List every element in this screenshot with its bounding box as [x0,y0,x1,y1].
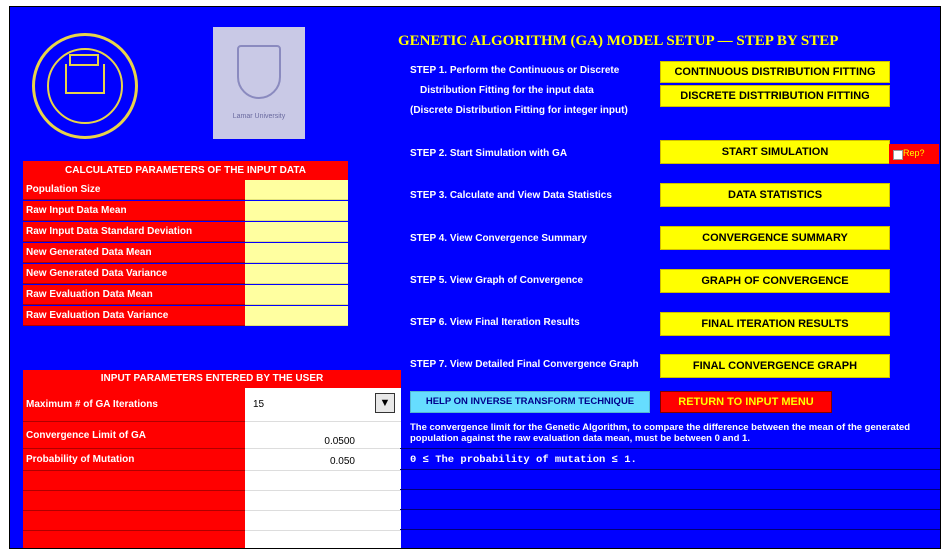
calc-param-row [23,243,348,263]
divider [400,448,941,449]
calculated-params-title: CALCULATED PARAMETERS OF THE INPUT DATA [23,161,348,180]
step3-text: STEP 3. Calculate and View Data Statistics [410,190,612,201]
mutation-input[interactable] [245,449,401,471]
calc-param-value [245,201,348,221]
start-simulation-button[interactable]: START SIMULATION [660,140,890,164]
main-window [9,6,941,549]
calc-param-row [23,306,348,326]
convergence-note: The convergence limit for the Genetic Algorithm, to compare the difference between the mean of the generated population against the raw evaluation data mean, must be between 0 and 1. [410,422,911,444]
discrete-fitting-button[interactable]: DISCRETE DISTTRIBUTION FITTING [660,85,890,107]
convergence-summary-button[interactable]: CONVERGENCE SUMMARY [660,226,890,250]
step1-text-2: Distribution Fitting for the input data [420,85,594,96]
max-iterations-value: 15 [253,399,265,410]
checkbox-icon[interactable] [893,150,903,160]
calc-param-label: Raw Evaluation Data Mean [23,285,245,305]
divider [400,489,941,490]
step5-text: STEP 5. View Graph of Convergence [410,275,584,286]
calc-param-value [245,306,348,326]
convergence-value: 0.0500 [324,436,355,447]
step1-text: STEP 1. Perform the Continuous or Discrete [410,65,620,76]
empty-row [23,531,401,549]
rep-checkbox[interactable] [889,144,939,164]
help-inverse-transform-button[interactable]: HELP ON INVERSE TRANSFORM TECHNIQUE [410,391,650,413]
convergence-label: Convergence Limit of GA [23,422,245,449]
divider [400,509,941,510]
max-iterations-select[interactable] [245,388,401,422]
step6-text: STEP 6. View Final Iteration Results [410,317,580,328]
return-to-input-menu-button[interactable]: RETURN TO INPUT MENU [660,391,832,413]
calc-param-value [245,285,348,305]
step2-text: STEP 2. Start Simulation with GA [410,148,568,159]
convergence-row [23,422,401,449]
step7-text: STEP 7. View Detailed Final Convergence Graph [410,359,639,370]
input-params-title: INPUT PARAMETERS ENTERED BY THE USER [23,370,401,388]
divider [400,469,941,470]
step1-text-3: (Discrete Distribution Fitting for integer input) [410,105,628,116]
calc-param-row [23,180,348,200]
university-seal-icon [32,33,138,139]
university-crest-icon [213,27,305,139]
calc-param-label: New Generated Data Mean [23,243,245,263]
continuous-fitting-button[interactable]: CONTINUOUS DISTRIBUTION FITTING [660,61,890,83]
mutation-value: 0.050 [329,456,355,467]
calc-param-row [23,201,348,221]
calc-param-value [245,264,348,284]
final-convergence-graph-button[interactable]: FINAL CONVERGENCE GRAPH [660,354,890,378]
calc-param-label: Raw Input Data Standard Deviation [23,222,245,242]
final-iteration-results-button[interactable]: FINAL ITERATION RESULTS [660,312,890,336]
mutation-label: Probability of Mutation [23,449,245,471]
rep-checkbox-label: Rep? [903,148,925,158]
calc-param-label: Raw Input Data Mean [23,201,245,221]
mutation-note: 0 ≤ The probability of mutation ≤ 1. [410,454,637,466]
calc-param-label: Raw Evaluation Data Variance [23,306,245,326]
empty-row [23,491,401,511]
calc-param-value [245,180,348,200]
calc-param-value [245,243,348,263]
divider [400,529,941,530]
page-title: GENETIC ALGORITHM (GA) MODEL SETUP — STEP BY STEP [398,33,839,49]
empty-row [23,471,401,491]
data-statistics-button[interactable]: DATA STATISTICS [660,183,890,207]
crest-caption: Lamar University [232,113,286,120]
max-iterations-row [23,388,401,422]
calc-param-row [23,285,348,305]
convergence-input[interactable] [245,422,401,449]
calc-param-label: New Generated Data Variance [23,264,245,284]
chevron-down-icon[interactable]: ▼ [375,393,395,413]
step4-text: STEP 4. View Convergence Summary [410,233,587,244]
empty-row [23,511,401,531]
mutation-row [23,449,401,471]
max-iterations-label: Maximum # of GA Iterations [23,388,245,422]
calc-param-label: Population Size [23,180,245,200]
calc-param-row [23,264,348,284]
calc-param-value [245,222,348,242]
graph-of-convergence-button[interactable]: GRAPH OF CONVERGENCE [660,269,890,293]
calc-param-row [23,222,348,242]
